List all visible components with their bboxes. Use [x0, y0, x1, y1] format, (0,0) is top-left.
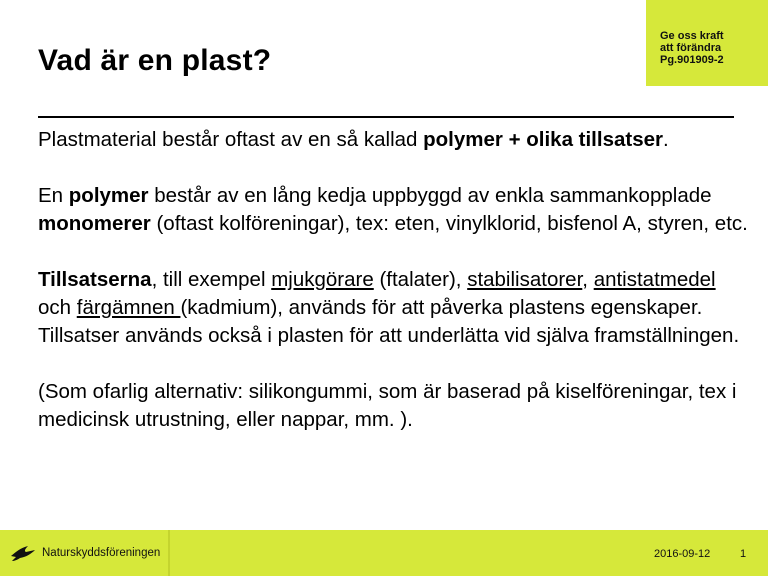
- text: Plastmaterial består oftast av en så kallad: [38, 128, 424, 151]
- slide-body: [38, 126, 748, 434]
- text: En: [38, 184, 69, 207]
- text: , till exempel: [151, 268, 272, 291]
- slide-title: Vad är en plast?: [38, 44, 272, 77]
- underlined-term: färgämnen: [76, 296, 181, 319]
- logo-text: Naturskyddsföreningen: [42, 547, 161, 559]
- page-number: 1: [740, 548, 747, 560]
- text: .: [663, 128, 669, 151]
- paragraph-1: [38, 126, 748, 154]
- text: består av en lång kedja uppbyggd av enkla sammankopplade: [148, 184, 712, 207]
- text: (kadmium), används för att påverka plastens egenskaper. Tillsatser används också i plasten för att underlätta vid själva framställningen.: [38, 296, 740, 347]
- emphasis: polymer: [68, 184, 149, 207]
- emphasis: Tillsatserna: [38, 268, 152, 291]
- badge-line-2: att förändra: [660, 42, 722, 54]
- bird-icon: [10, 544, 36, 562]
- badge-line-3: Pg.901909-2: [660, 54, 724, 66]
- slide-date: 2016-09-12: [654, 548, 711, 560]
- emphasis: monomerer: [38, 212, 151, 235]
- underlined-term: stabilisatorer: [467, 268, 583, 291]
- paragraph-2: [38, 182, 748, 238]
- text: (ftalater),: [373, 268, 468, 291]
- underlined-term: mjukgörare: [271, 268, 374, 291]
- organization-logo: [0, 530, 166, 576]
- underlined-term: antistatmedel: [593, 268, 716, 291]
- paragraph-3: [38, 266, 748, 350]
- text: (oftast kolföreningar), tex: eten, vinylklorid, bisfenol A, styren, etc.: [150, 212, 748, 235]
- footer-bar: [0, 530, 768, 576]
- footer-divider: [168, 530, 170, 576]
- emphasis: polymer + olika tillsatser: [423, 128, 663, 151]
- slogan-badge: [646, 0, 768, 86]
- badge-line-1: Ge oss kraft: [660, 30, 724, 42]
- paragraph-4: (Som ofarlig alternativ: silikongummi, som är baserad på kiselföreningar, tex i medicinsk utrustning, eller nappar, mm. ).: [38, 380, 737, 431]
- title-divider: [38, 116, 734, 118]
- text: ,: [582, 268, 594, 291]
- text: och: [38, 296, 77, 319]
